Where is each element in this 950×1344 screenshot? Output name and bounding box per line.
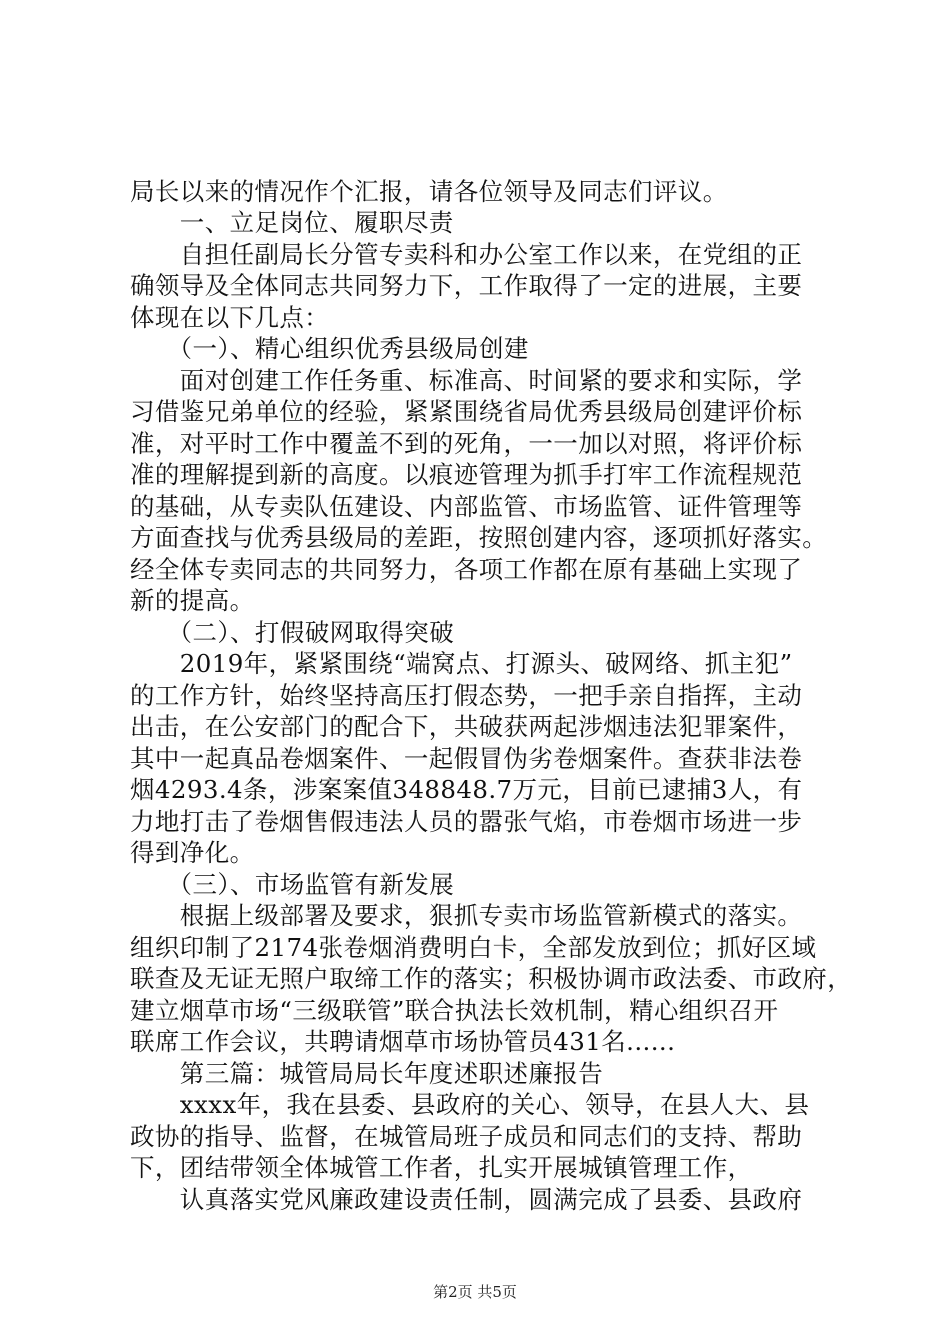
text-line: 联席工作会议，共聘请烟草市场协管员431名...... [130, 1027, 676, 1056]
text-line: 下，团结带领全体城管工作者，扎实开展城镇管理工作， [130, 1153, 753, 1182]
text-line: 局长以来的情况作个汇报，请各位领导及同志们评议。 [130, 177, 728, 206]
text-line: 体现在以下几点： [130, 303, 330, 332]
text-line: 准，对平时工作中覆盖不到的死角，一一加以对照，将评价标 [130, 429, 803, 458]
text-line: 得到净化。 [130, 838, 255, 867]
text-line: 组织印制了2174张卷烟消费明白卡，全部发放到位；抓好区域 [130, 933, 817, 962]
page-number: 第2页 共5页 [433, 1283, 517, 1301]
subsection-heading: （三）、市场监管有新发展 [130, 870, 455, 899]
text-line: 的工作方针，始终坚持高压打假态势，一把手亲自指挥，主动 [130, 681, 803, 710]
text-line: 认真落实党风廉政建设责任制，圆满完成了县委、县政府 [130, 1185, 803, 1214]
chapter-heading: 第三篇：城管局局长年度述职述廉报告 [130, 1059, 604, 1088]
text-line: xxxx年，我在县委、县政府的关心、领导，在县人大、县 [130, 1090, 810, 1119]
text-line: 联查及无证无照户取缔工作的落实；积极协调市政法委、市政府， [130, 964, 853, 993]
text-line: 准的理解提到新的高度。以痕迹管理为抓手打牢工作流程规范 [130, 460, 803, 489]
text-line: 自担任副局长分管专卖科和办公室工作以来，在党组的正 [130, 240, 803, 269]
text-line: 确领导及全体同志共同努力下，工作取得了一定的进展，主要 [130, 271, 803, 300]
text-line: 2019年，紧紧围绕“端窝点、打源头、破网络、抓主犯” [130, 649, 793, 678]
section-heading: 一、立足岗位、履职尽责 [130, 208, 454, 237]
text-line: 其中一起真品卷烟案件、一起假冒伪劣卷烟案件。查获非法卷 [130, 744, 803, 773]
text-line: 新的提高。 [130, 586, 255, 615]
text-line: 出击，在公安部门的配合下，共破获两起涉烟违法犯罪案件， [130, 712, 803, 741]
text-line: 经全体专卖同志的共同努力，各项工作都在原有基础上实现了 [130, 555, 803, 584]
text-line: 的基础，从专卖队伍建设、内部监管、市场监管、证件管理等 [130, 492, 803, 521]
subsection-heading: （一）、精心组织优秀县级局创建 [130, 334, 529, 363]
text-line: 政协的指导、监督，在城管局班子成员和同志们的支持、帮助 [130, 1122, 803, 1151]
text-line: 建立烟草市场“三级联管”联合执法长效机制，精心组织召开 [130, 996, 779, 1025]
text-line: 烟4293.4条，涉案案值348848.7万元，目前已逮捕3人，有 [130, 775, 803, 804]
subsection-heading: （二）、打假破网取得突破 [130, 618, 455, 647]
text-line: 习借鉴兄弟单位的经验，紧紧围绕省局优秀县级局创建评价标 [130, 397, 803, 426]
text-line: 方面查找与优秀县级局的差距，按照创建内容，逐项抓好落实。 [130, 523, 828, 552]
text-line: 根据上级部署及要求，狠抓专卖市场监管新模式的落实。 [130, 901, 803, 930]
text-line: 力地打击了卷烟售假违法人员的嚣张气焰，市卷烟市场进一步 [130, 807, 803, 836]
page-footer [0, 1282, 950, 1302]
text-line: 面对创建工作任务重、标准高、时间紧的要求和实际，学 [130, 366, 803, 395]
